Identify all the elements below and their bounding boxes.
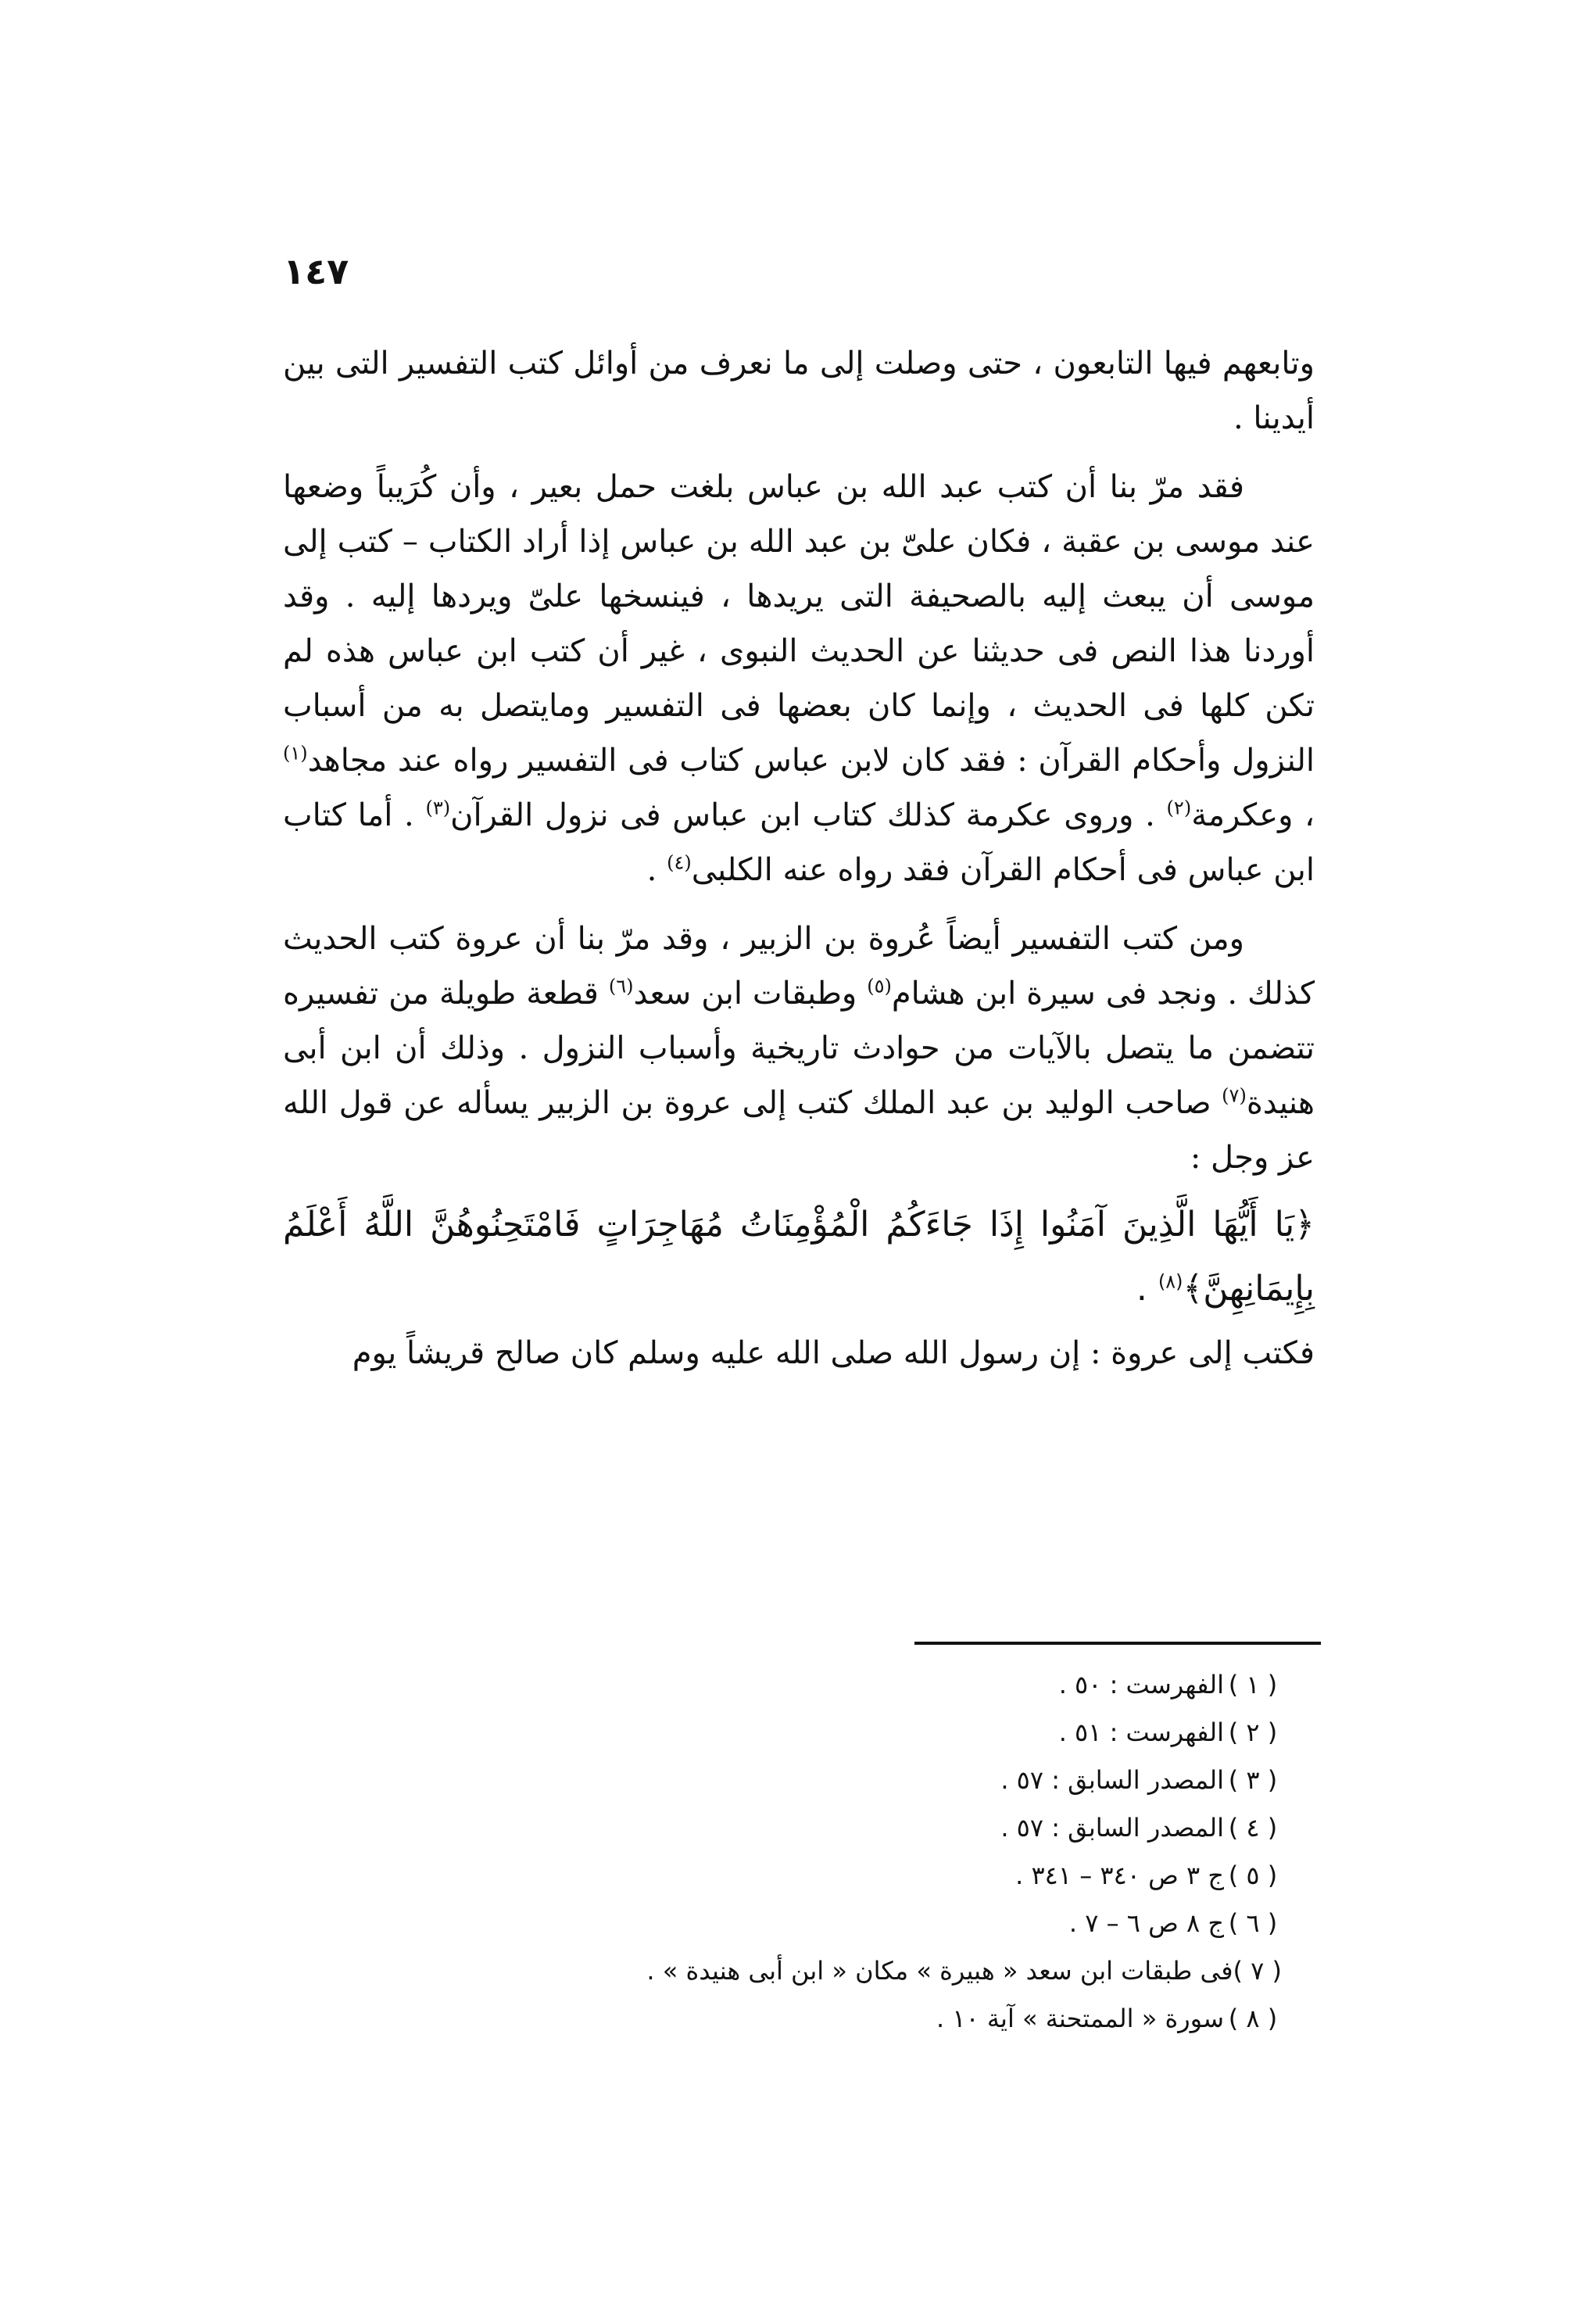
footnote-1 (766, 1661, 1282, 1709)
paragraph-2 (283, 460, 1315, 897)
footnote-text: ج ٨ ص ٦ – ٧ . (1068, 1908, 1224, 1938)
footnote-number: ( ٣ ) (1228, 1765, 1278, 1795)
paragraph-3-text-d: صاحب الوليد بن عبد الملك كتب إلى عروة بن الزبير يسأله عن قول الله عز وجل : (283, 1085, 1315, 1176)
footnote-text: ج ٣ ص ٣٤٠ – ٣٤١ . (1015, 1861, 1224, 1890)
verse-end: . (1136, 1269, 1158, 1309)
paragraph-3 (283, 912, 1315, 1185)
quran-verse (283, 1193, 1315, 1321)
footnote-number: ( ٥ ) (1228, 1861, 1278, 1890)
footnote-text: المصدر السابق : ٥٧ . (1000, 1813, 1224, 1843)
verse-text: ﴿يَا أَيُّهَا الَّذِينَ آمَنُوا إِذَا جَاءَكُمُ الْمُؤْمِنَاتُ مُهَاجِرَاتٍ فَامْتَحِنُوهُنَّ اللَّهُ أَعْلَمُ بِإِيمَانِهِنَّ﴾ (283, 1205, 1315, 1309)
footnote-7 (646, 1947, 1282, 1995)
footnote-ref-4: (٤) (667, 851, 692, 874)
footnote-ref-1: (١) (283, 742, 308, 765)
footnote-4 (766, 1804, 1282, 1852)
paragraph-4: فكتب إلى عروة : إن رسول الله صلى الله عليه وسلم كان صالح قريشاً يوم (352, 1335, 1315, 1371)
footnote-number: ( ٨ ) (1228, 2004, 1278, 2033)
footnote-text: سورة « الممتحنة » آية ١٠ . (936, 2004, 1224, 2033)
paragraph-2-text-e: . (646, 852, 667, 888)
footnote-ref-7: (٧) (1222, 1084, 1247, 1107)
footnote-text: فى طبقات ابن سعد « هبيرة » مكان « ابن أبى هنيدة » . (646, 1956, 1233, 1986)
footnote-text: المصدر السابق : ٥٧ . (1000, 1765, 1224, 1795)
footnote-separator (914, 1642, 1321, 1645)
footnote-number: ( ٦ ) (1228, 1908, 1278, 1938)
paragraph-2-text-d: . أما كتاب ابن عباس فى أحكام القرآن فقد رواه عنه الكلبى (283, 797, 1315, 888)
footnote-6 (766, 1900, 1282, 1947)
footnote-text: الفهرست : ٥٠ . (1058, 1670, 1224, 1699)
main-text (283, 336, 1315, 1381)
paragraph-1: وتابعهم فيها التابعون ، حتى وصلت إلى ما نعرف من أوائل كتب التفسير التى بين أيدينا . (283, 346, 1315, 436)
paragraph-3-text-c: قطعة طويلة من تفسيره تتضمن ما يتصل بالآيات من حوادث تاريخية وأسباب النزول . وذلك أن ابن أبى هنيدة (283, 976, 1315, 1121)
paragraph-3-text-b: وطبقات ابن سعد (633, 976, 868, 1012)
footnote-ref-8: (٨) (1158, 1270, 1183, 1293)
footnote-8 (766, 1995, 1282, 2043)
paragraph-2-text-c: . وروى عكرمة كذلك كتاب ابن عباس فى نزول القرآن (450, 797, 1167, 833)
footnotes (646, 1661, 1282, 2043)
page-number: ١٤٧ (283, 250, 349, 292)
footnote-ref-3: (٣) (425, 797, 451, 819)
paragraph-2-text-a: فقد مرّ بنا أن كتب عبد الله بن عباس بلغت حمل بعير ، وأن كُرَيباً وضعها عند موسى بن عقبة ، فكان علىّ بن عبد الله بن عباس إذا أراد الكتاب – كتب إلى موسى أن يبعث إليه بالصحيفة التى يريدها ، فينسخها علىّ ويردها إليه . وقد أوردنا هذا النص فى حديثنا عن الحديث النبوى ، غير أن كتب ابن عباس هذه لم تكن كلها فى الحديث ، وإنما كان بعضها فى التفسير ومايتصل به من أسباب النزول وأحكام القرآن : فقد كان لابن عباس كتاب فى التفسير رواه عند مجاهد (283, 469, 1315, 779)
footnote-5 (766, 1852, 1282, 1900)
footnote-text: الفهرست : ٥١ . (1058, 1717, 1224, 1747)
paragraph-2-text-b: ، وعكرمة (1191, 797, 1315, 833)
footnote-3 (766, 1757, 1282, 1804)
footnote-number: ( ٧ ) (1233, 1956, 1282, 1986)
footnote-2 (766, 1709, 1282, 1757)
footnote-number: ( ١ ) (1228, 1670, 1278, 1699)
footnote-ref-5: (٥) (867, 975, 892, 997)
footnote-number: ( ٤ ) (1228, 1813, 1278, 1843)
footnote-ref-6: (٦) (608, 975, 634, 997)
paragraph-3-text-a: ومن كتب التفسير أيضاً عُروة بن الزبير ، وقد مرّ بنا أن عروة كتب الحديث كذلك . ونجد فى سيرة ابن هشام (283, 921, 1315, 1012)
footnote-ref-2: (٢) (1166, 797, 1192, 819)
footnote-number: ( ٢ ) (1228, 1717, 1278, 1747)
